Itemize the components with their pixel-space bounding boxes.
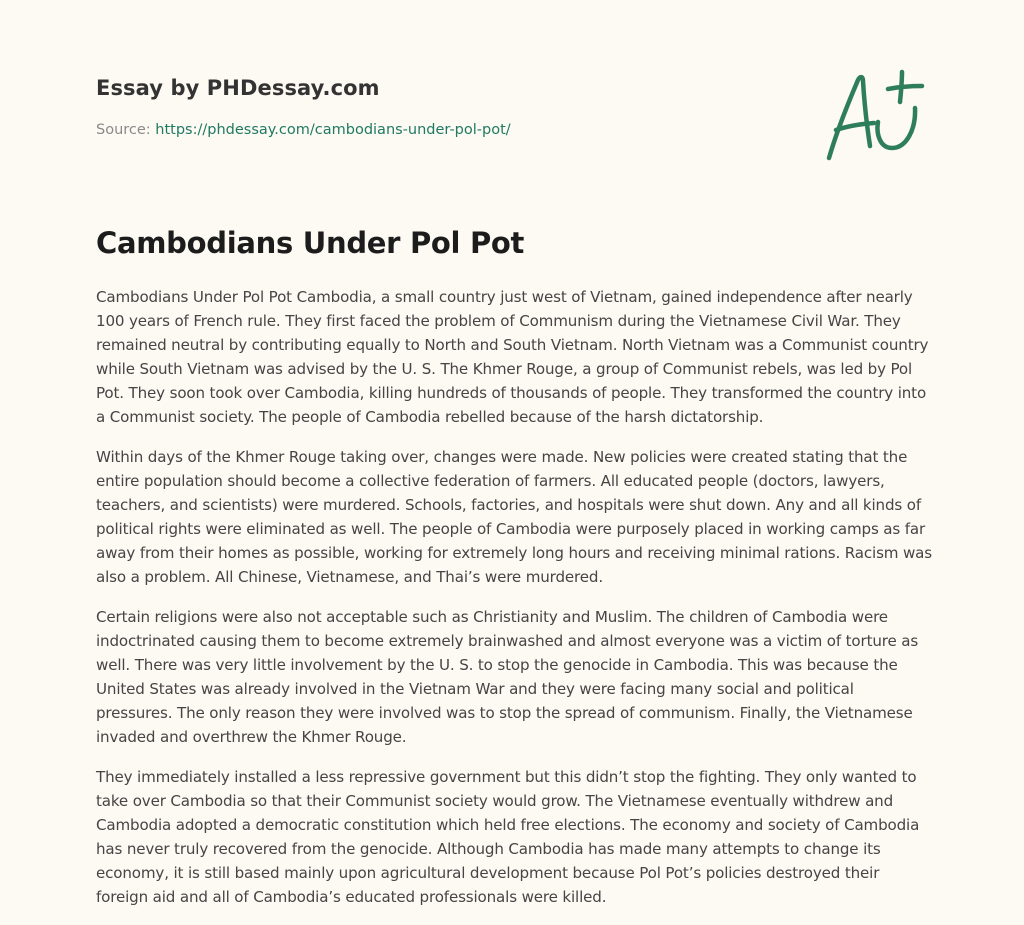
source-link[interactable]: https://phdessay.com/cambodians-under-pol-pot/ bbox=[155, 122, 511, 138]
essay-paragraph: They immediately installed a less repressive government but this didn’t stop the fighting. They only wanted to take over Cambodia so that their Communist society would grow. The Vietnamese eventually withdrew and Cambodia adopted a democratic constitution which held free elections. The economy and society of Cambodia has never truly recovered from the genocide. Although Cambodia has made many attempts to change its economy, it is still based mainly upon agricultural development because Pol Pot’s policies destroyed their foreign aid and all of Cambodia’s educated professionals were killed. bbox=[96, 768, 920, 906]
source-line bbox=[96, 122, 796, 138]
a-plus-grade-icon bbox=[820, 68, 928, 164]
essay-paragraph: Cambodians Under Pol Pot Cambodia, a small country just west of Vietnam, gained independence after nearly 100 years of French rule. They first faced the problem of Communism during the Vietnamese Civil War. They remained neutral by contributing equally to North and South Vietnam. North Vietnam was a Communist country while South Vietnam was advised by the U. S. The Khmer Rouge, a group of Communist rebels, was led by Pol Pot. They soon took over Cambodia, killing hundreds of thousands of people. They transformed the country into a Communist society. The people of Cambodia rebelled because of the harsh dictatorship. bbox=[96, 288, 929, 426]
document-header bbox=[96, 76, 796, 138]
essay-title: Cambodians Under Pol Pot bbox=[96, 226, 525, 260]
essay-paragraph: Within days of the Khmer Rouge taking over, changes were made. New policies were created stating that the entire population should become a collective federation of farmers. All educated people (doctors, lawyers, teachers, and scientists) were murdered. Schools, factories, and hospitals were shut down. Any and all kinds of political rights were eliminated as well. The people of Cambodia were purposely placed in working camps as far away from their homes as possible, working for extremely long hours and receiving minimal rations. Racism was also a problem. All Chinese, Vietnamese, and Thai’s were murdered. bbox=[96, 448, 932, 586]
brand-title: Essay by PHDessay.com bbox=[96, 76, 380, 100]
essay-paragraph: Certain religions were also not acceptable such as Christianity and Muslim. The children of Cambodia were indoctrinated causing them to become extremely brainwashed and almost everyone was a victim of torture as well. There was very little involvement by the U. S. to stop the genocide in Cambodia. This was because the United States was already involved in the Vietnam War and they were facing many social and political pressures. The only reason they were involved was to stop the spread of communism. Finally, the Vietnamese invaded and overthrew the Khmer Rouge. bbox=[96, 608, 919, 746]
source-label: Source: bbox=[96, 122, 151, 138]
essay-body bbox=[96, 285, 932, 925]
